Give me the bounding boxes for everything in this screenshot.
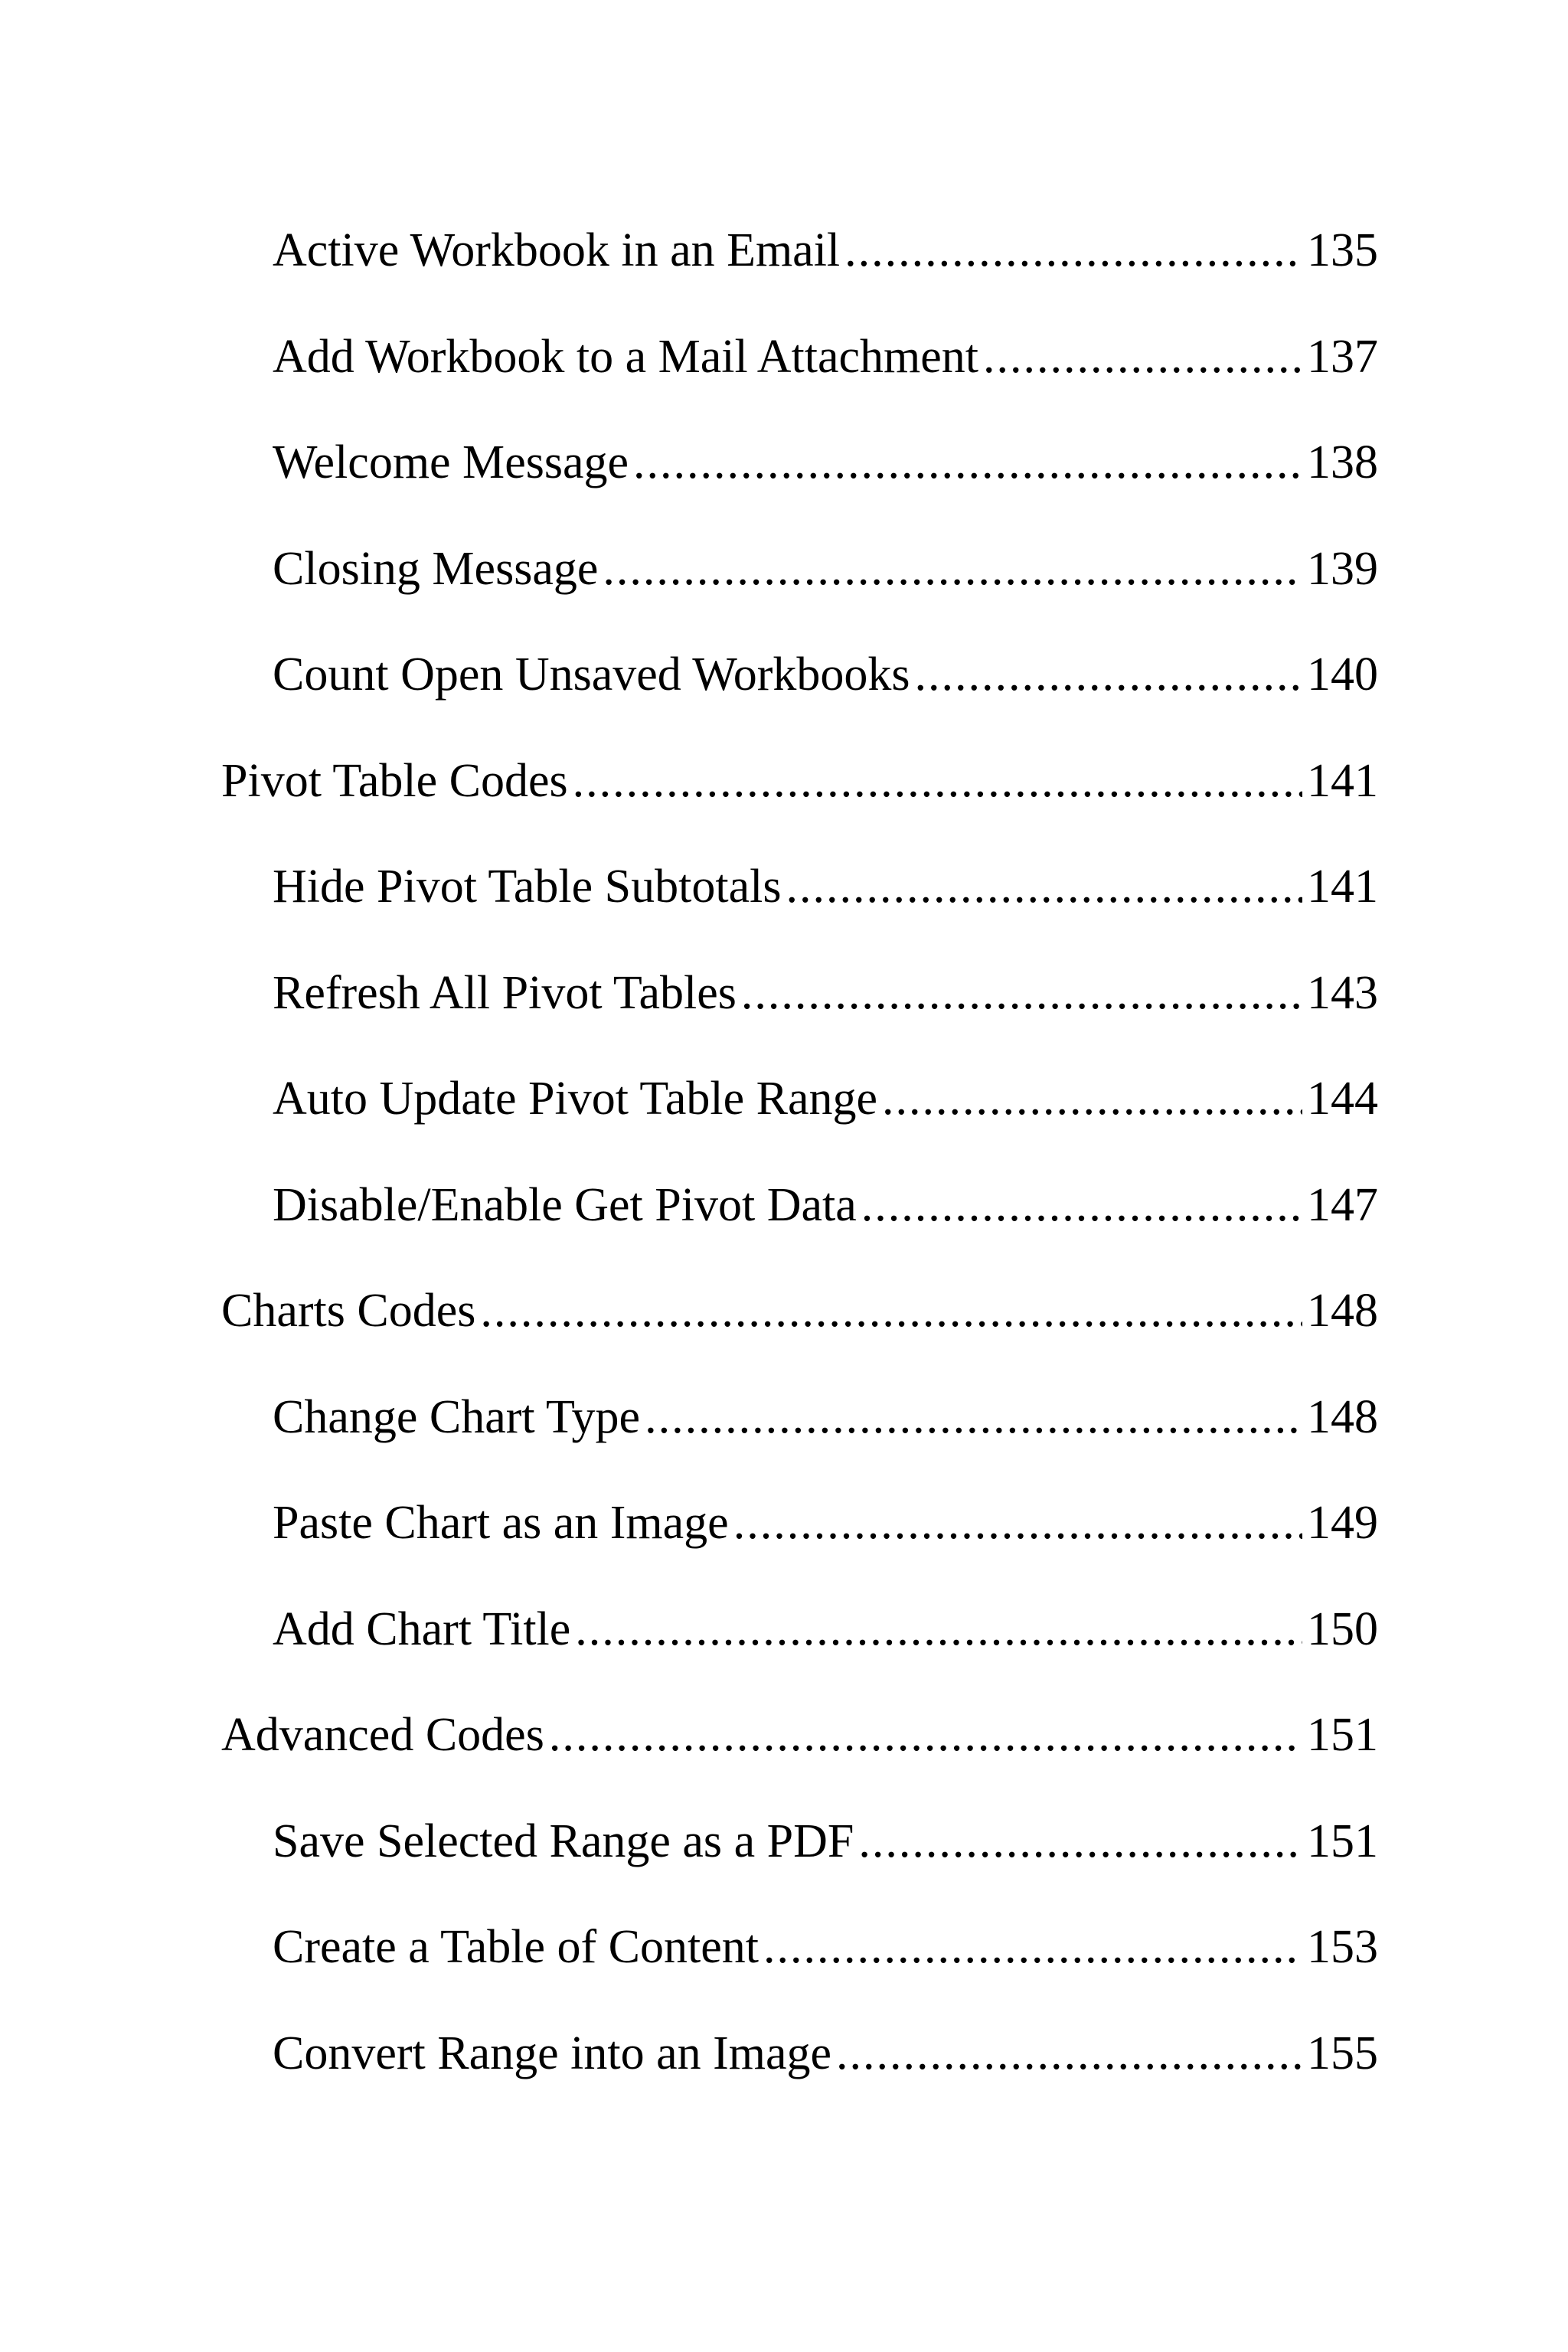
toc-entry — [0, 834, 1378, 940]
toc-entry — [0, 1894, 1378, 2001]
toc-entry — [0, 1364, 1378, 1471]
toc-entry-title: Auto Update Pivot Table Range — [273, 1073, 878, 1125]
toc-page-number: 153 — [1307, 1921, 1378, 1973]
toc-entry — [0, 516, 1378, 622]
toc-page-number: 143 — [1307, 966, 1378, 1019]
toc-dot-leader — [836, 2001, 1302, 2107]
toc-entry — [0, 940, 1378, 1047]
toc-dot-leader — [633, 410, 1302, 516]
toc-dot-leader — [733, 1470, 1302, 1576]
toc-dot-leader — [844, 198, 1302, 304]
toc-dot-leader — [741, 940, 1302, 1047]
toc-page-number: 148 — [1307, 1390, 1378, 1443]
toc-entry-title: Welcome Message — [273, 436, 629, 488]
toc-entry — [0, 1788, 1378, 1895]
toc-page-number: 139 — [1307, 542, 1378, 595]
toc-entry — [0, 1152, 1378, 1259]
toc-entry — [0, 410, 1378, 516]
toc-entry-title: Change Chart Type — [273, 1390, 641, 1443]
toc-page-number: 151 — [1307, 1709, 1378, 1761]
toc-entry-title: Advanced Codes — [221, 1709, 544, 1761]
toc-page-number: 144 — [1307, 1073, 1378, 1125]
toc-page-number: 137 — [1307, 330, 1378, 383]
toc-page-number: 147 — [1307, 1178, 1378, 1231]
toc-page-number: 148 — [1307, 1285, 1378, 1337]
toc-entry-title: Active Workbook in an Email — [273, 224, 841, 276]
table-of-contents — [0, 198, 1568, 2106]
toc-entry-title: Charts Codes — [221, 1285, 476, 1337]
toc-entry-title: Disable/Enable Get Pivot Data — [273, 1178, 857, 1231]
toc-section-entry — [0, 1258, 1378, 1364]
toc-dot-leader — [983, 304, 1302, 410]
toc-page-number: 138 — [1307, 436, 1378, 488]
toc-entry-title: Save Selected Range as a PDF — [273, 1815, 854, 1867]
toc-dot-leader — [786, 834, 1302, 940]
toc-dot-leader — [882, 1046, 1302, 1152]
toc-entry-title: Convert Range into an Image — [273, 2027, 832, 2079]
toc-dot-leader — [603, 516, 1302, 622]
toc-section-entry — [0, 1682, 1378, 1788]
toc-page-number: 149 — [1307, 1497, 1378, 1549]
toc-dot-leader — [575, 1576, 1302, 1683]
toc-entry-title: Hide Pivot Table Subtotals — [273, 861, 782, 913]
toc-entry-title: Add Chart Title — [273, 1602, 571, 1655]
toc-entry — [0, 622, 1378, 728]
toc-entry-title: Closing Message — [273, 542, 599, 595]
toc-dot-leader — [549, 1682, 1302, 1788]
toc-dot-leader — [861, 1152, 1302, 1259]
toc-page-number: 141 — [1307, 754, 1378, 807]
toc-page-number: 141 — [1307, 861, 1378, 913]
toc-entry — [0, 1576, 1378, 1683]
toc-dot-leader — [915, 622, 1302, 728]
toc-entry — [0, 1046, 1378, 1152]
toc-section-entry — [0, 728, 1378, 835]
toc-page-number: 155 — [1307, 2027, 1378, 2079]
toc-entry — [0, 198, 1378, 304]
toc-dot-leader — [858, 1788, 1302, 1895]
toc-dot-leader — [645, 1364, 1302, 1471]
toc-entry — [0, 2001, 1378, 2107]
toc-entry — [0, 304, 1378, 410]
toc-page-number: 140 — [1307, 648, 1378, 701]
toc-entry-title: Pivot Table Codes — [221, 754, 568, 807]
toc-entry-title: Create a Table of Content — [273, 1921, 759, 1973]
toc-entry-title: Refresh All Pivot Tables — [273, 966, 737, 1019]
toc-page-number: 150 — [1307, 1602, 1378, 1655]
toc-entry-title: Add Workbook to a Mail Attachment — [273, 330, 979, 383]
toc-page-number: 135 — [1307, 224, 1378, 276]
toc-page-number: 151 — [1307, 1815, 1378, 1867]
toc-entry — [0, 1470, 1378, 1576]
toc-entry-title: Count Open Unsaved Workbooks — [273, 648, 910, 701]
toc-dot-leader — [573, 728, 1302, 835]
toc-dot-leader — [480, 1258, 1302, 1364]
toc-entry-title: Paste Chart as an Image — [273, 1497, 729, 1549]
toc-dot-leader — [763, 1894, 1302, 2001]
